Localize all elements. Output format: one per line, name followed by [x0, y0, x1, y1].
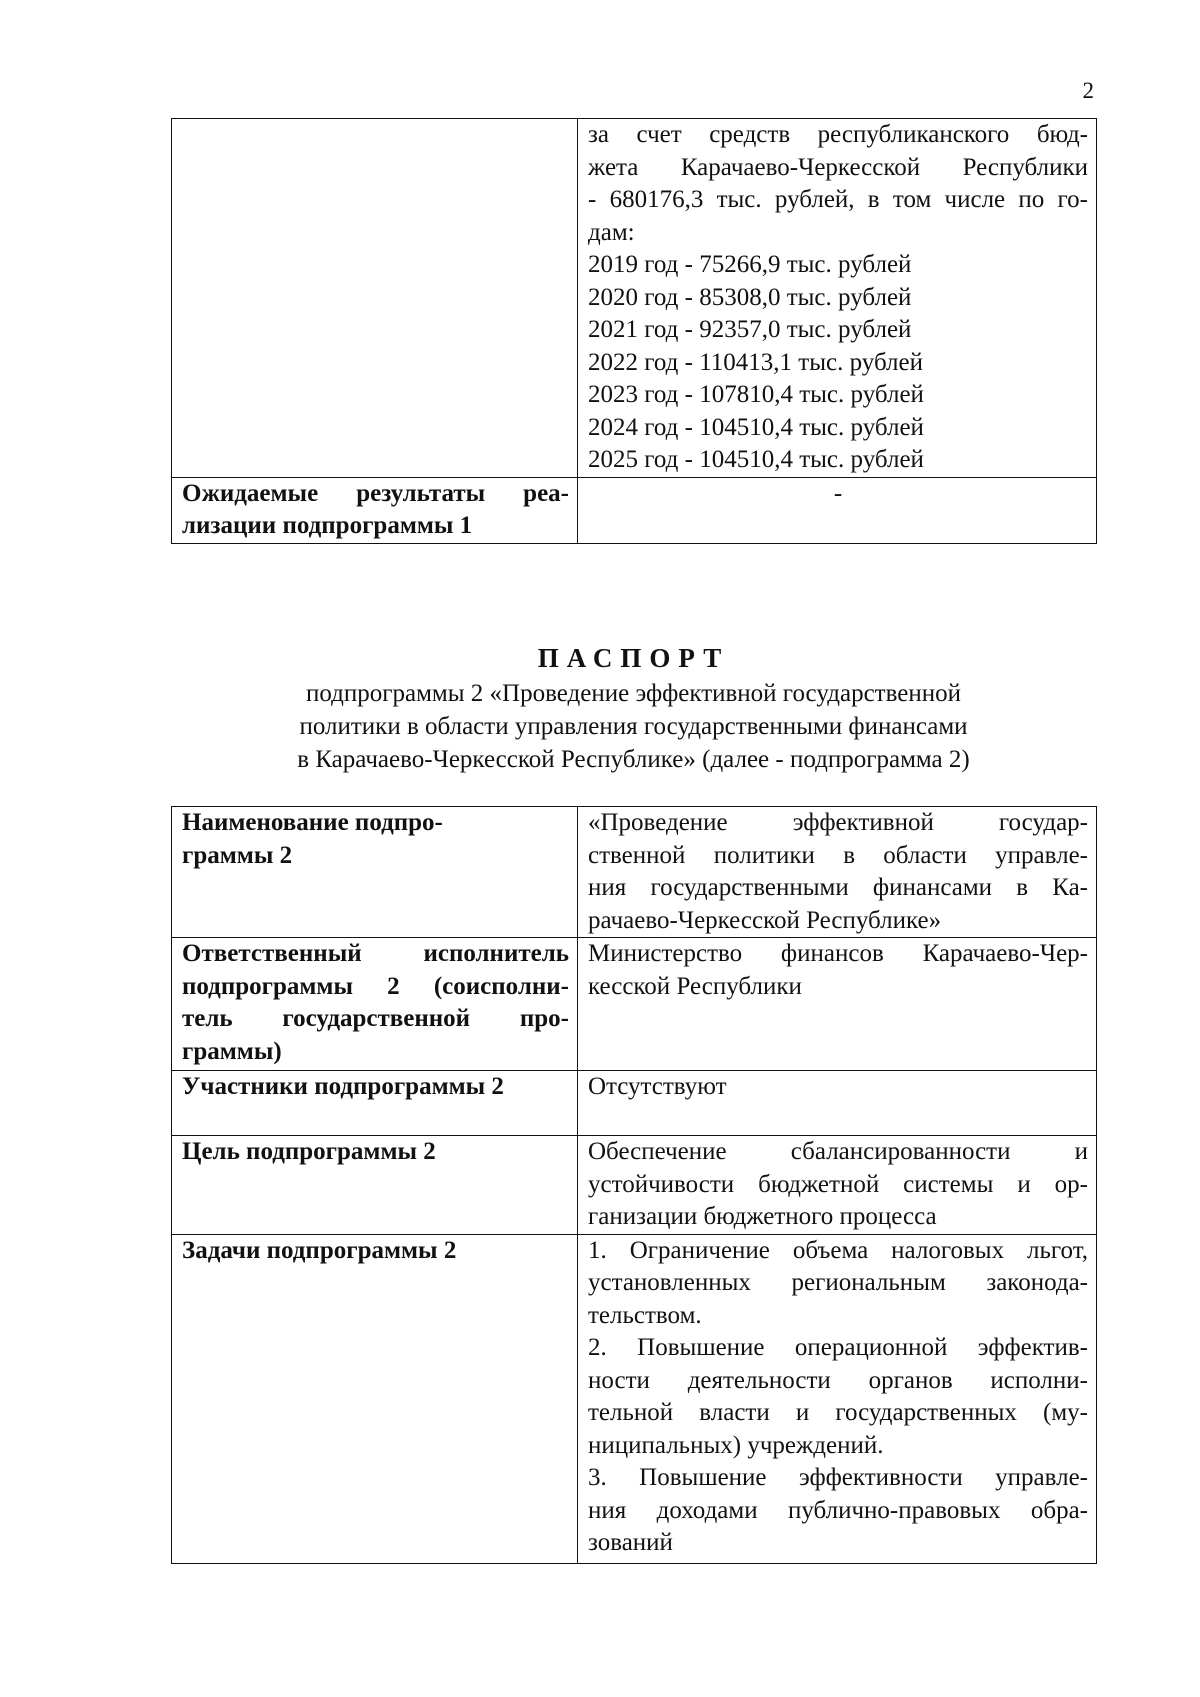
value-line: ственной политики в области управле- [588, 841, 1088, 869]
label-line: граммы) [182, 1037, 282, 1065]
label-cell [172, 1136, 578, 1235]
label-line: граммы 2 [182, 841, 293, 869]
passport-subtitle [171, 677, 1096, 776]
label-line: Участники подпрограммы 2 [182, 1073, 504, 1100]
value-line: кесской Республики [588, 972, 802, 1000]
year-funding-line: 2022 год - 110413,1 тыс. рублей [588, 348, 923, 376]
label-cell [172, 1071, 578, 1136]
table-row [172, 807, 1097, 938]
value-line: ния доходами публично-правовых обра- [588, 1496, 1088, 1524]
page-number: 2 [1082, 78, 1094, 103]
label-line: Ответственный исполнитель [182, 940, 569, 967]
value-line: 1. Ограничение объема налоговых льгот, [588, 1236, 1088, 1264]
table-row [172, 1136, 1097, 1235]
value-line: установленных региональным законода- [588, 1269, 1088, 1296]
table-row [172, 938, 1097, 1071]
value-line: Обеспечение сбалансированности и [588, 1138, 1088, 1165]
value-cell [578, 807, 1097, 938]
table-row [172, 477, 1097, 543]
text-line: дам: [588, 218, 635, 246]
label-cell [172, 1234, 578, 1563]
text-line: жета Карачаево-Черкесской Республики [588, 153, 1088, 181]
year-funding-line: 2021 год - 92357,0 тыс. рублей [588, 316, 912, 343]
year-funding-line: 2024 год - 104510,4 тыс. рублей [588, 413, 924, 441]
label-cell [172, 938, 578, 1071]
label-line: подпрограммы 2 (соисполни- [182, 972, 569, 1000]
table-row [172, 119, 1097, 478]
subtitle-line: политики в области управления государственными финансами [299, 713, 968, 740]
year-funding-line: 2025 год - 104510,4 тыс. рублей [588, 446, 924, 473]
value-line: устойчивости бюджетной системы и ор- [588, 1170, 1088, 1198]
value-line: тельной власти и государственных (му- [588, 1399, 1088, 1426]
label-line: лизации подпрограммы 1 [182, 512, 473, 539]
value-line: ния государственными финансами в Ка- [588, 874, 1088, 901]
label-line: тель государственной про- [182, 1005, 569, 1032]
empty-label-cell [172, 119, 578, 478]
funding-value-cell [578, 119, 1097, 478]
results-label-cell [172, 477, 578, 543]
value-line: ганизации бюджетного процесса [588, 1203, 937, 1230]
value-cell [578, 1136, 1097, 1235]
passport-title: ПАСПОРТ [537, 643, 730, 673]
results-value: - [833, 479, 843, 507]
value-cell [578, 1234, 1097, 1563]
year-funding-line: 2023 год - 107810,4 тыс. рублей [588, 381, 924, 408]
value-line: 3. Повышение эффективности управле- [588, 1464, 1088, 1491]
value-line: ности деятельности органов исполни- [588, 1366, 1088, 1394]
value-line: ниципальных) учреждений. [588, 1431, 884, 1459]
table-row [172, 1234, 1097, 1563]
value-line: Отсутствуют [588, 1073, 727, 1100]
value-line: «Проведение эффективной государ- [588, 809, 1088, 836]
results-value-cell [578, 477, 1097, 543]
label-line: Наименование подпро- [182, 809, 443, 836]
value-line: зований [588, 1529, 673, 1556]
label-cell [172, 807, 578, 938]
label-line: Задачи подпрограммы 2 [182, 1236, 457, 1264]
table-row [172, 1071, 1097, 1136]
year-funding-line: 2019 год - 75266,9 тыс. рублей [588, 251, 912, 278]
value-line: тельством. [588, 1301, 702, 1329]
value-line: рачаево-Черкесской Республике» [588, 906, 942, 934]
text-line: за счет средств республиканского бюд- [588, 121, 1088, 148]
label-line: Ожидаемые результаты реа- [182, 479, 569, 507]
label-line: Цель подпрограммы 2 [182, 1138, 436, 1165]
value-cell [578, 1071, 1097, 1136]
funding-table-continuation [171, 118, 1097, 544]
text-line: - 680176,3 тыс. рублей, в том числе по го- [588, 186, 1088, 213]
year-funding-line: 2020 год - 85308,0 тыс. рублей [588, 283, 912, 311]
subtitle-line: в Карачаево-Черкесской Республике» (далее - подпрограмма 2) [297, 746, 970, 773]
value-line: 2. Повышение операционной эффектив- [588, 1334, 1088, 1361]
subtitle-line: подпрограммы 2 «Проведение эффективной государственной [306, 680, 961, 707]
passport-table [171, 806, 1097, 1564]
value-line: Министерство финансов Карачаево-Чер- [588, 940, 1088, 967]
value-cell [578, 938, 1097, 1071]
